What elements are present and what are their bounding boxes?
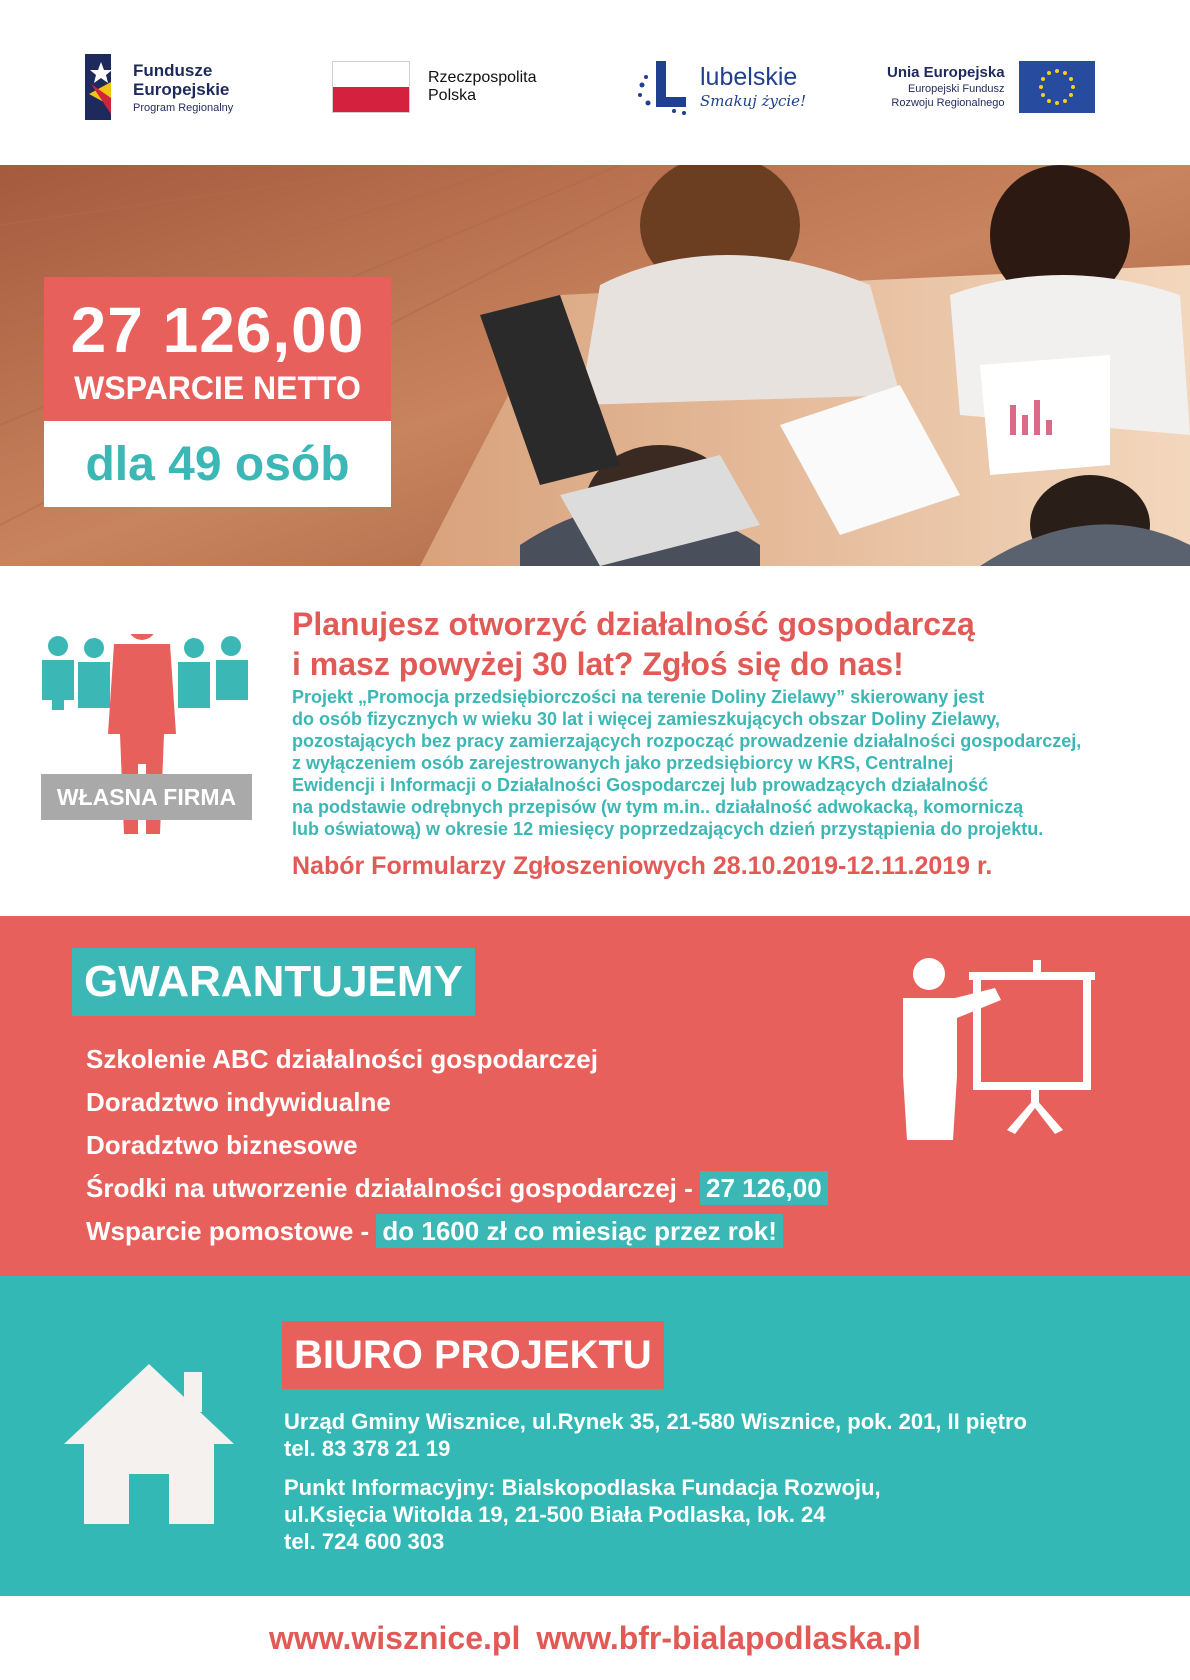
ue-line3: Rozwoju Regionalnego (891, 97, 1005, 109)
intro-section (0, 566, 1190, 916)
fe-line2: Europejskie (133, 79, 230, 99)
guarantee-title: GWARANTUJEMY (72, 948, 475, 1016)
ue-line1: Unia Europejska (887, 64, 1005, 81)
polish-flag-icon (332, 61, 410, 113)
intro-headline-line2: i masz powyżej 30 lat? Zgłoś się do nas! (292, 646, 904, 682)
intro-line: z wyłączeniem osób zarejestrowanych jako przedsiębiorcy w KRS, Centralnej (292, 753, 954, 773)
fe-star-icon (85, 54, 123, 120)
lubelskie-slogan: Smakuj życie! (700, 92, 807, 110)
intro-headline (292, 604, 1172, 684)
rzeczpospolita-logo (332, 52, 537, 122)
unia-europejska-logo (887, 52, 1095, 122)
intro-headline-line1: Planujesz otworzyć działalność gospodarczą (292, 606, 975, 642)
fe-line3: Program Regionalny (133, 101, 234, 114)
guarantee-item: Środki na utworzenie działalności gospodarczej - 27 126,00 (86, 1167, 906, 1210)
info-point-address-a: Punkt Informacyjny: Bialskopodlaska Fundacja Rozwoju, (284, 1475, 881, 1500)
wlasna-firma-badge: WŁASNA FIRMA (41, 774, 252, 820)
info-point-address-b: ul.Księcia Witolda 19, 21-500 Biała Podlaska, lok. 24 (284, 1502, 826, 1527)
hero-callout (44, 277, 391, 507)
logo-bar (0, 0, 1190, 165)
intro-line: lub oświatową) w okresie 12 miesięcy poprzedzających dzień przystąpienia do projektu. (292, 819, 1044, 839)
intro-line: do osób fizycznych w wieku 30 lat i więcej zamieszkujących obszar Doliny Zielawy, (292, 709, 1000, 729)
lubelskie-logo (634, 52, 806, 122)
intro-line: Projekt „Promocja przedsiębiorczości na terenie Doliny Zielawy” skierowany jest (292, 687, 985, 707)
guarantee-item: Doradztwo indywidualne (86, 1087, 391, 1117)
project-office-title: BIURO PROJEKTU (282, 1321, 664, 1389)
project-office-section (0, 1276, 1190, 1596)
hero-amount: 27 126,00 (70, 294, 365, 366)
lubelskie-name: lubelskie (700, 63, 798, 91)
intro-description (292, 686, 1172, 840)
intro-line: pozostających bez pracy zamierzających rozpocząć prowadzenie działalności gospodarczej, (292, 731, 1082, 751)
fe-line1: Fundusze (133, 60, 213, 80)
guarantee-item: Szkolenie ABC działalności gospodarczej (86, 1044, 598, 1074)
intro-line: Ewidencji i Informacji o Działalności Gospodarczej lub prowadzących działalność (292, 775, 989, 795)
guarantee-highlight: 27 126,00 (700, 1171, 828, 1205)
info-point-phone: tel. 724 600 303 (284, 1529, 445, 1554)
rp-line2: Polska (428, 87, 477, 104)
guarantee-item: Wsparcie pomostowe - do 1600 zł co miesiąc przez rok! (86, 1210, 906, 1253)
office-address-1: Urząd Gminy Wisznice, ul.Rynek 35, 21-580 Wisznice, pok. 201, II piętro (284, 1409, 1027, 1434)
lubelskie-l-icon (634, 57, 694, 117)
recruitment-dates: Nabór Formularzy Zgłoszeniowych 28.10.2019-12.11.2019 r. (292, 852, 993, 880)
guarantee-highlight: do 1600 zł co miesiąc przez rok! (376, 1214, 783, 1248)
guarantee-section (0, 916, 1190, 1276)
guarantee-list (86, 1038, 906, 1253)
guarantee-item: Doradztwo biznesowe (86, 1130, 358, 1160)
office-phone-1: tel. 83 378 21 19 (284, 1436, 451, 1461)
presenter-board-icon (895, 958, 1115, 1140)
house-icon (64, 1354, 234, 1524)
fundusze-europejskie-logo (85, 52, 233, 122)
hero-label: WSPARCIE NETTO (74, 370, 361, 406)
eu-flag-icon (1019, 61, 1095, 113)
intro-line: na podstawie odrębnych przepisów (w tym m.in.. działalność adwokacką, komorniczą (292, 797, 1024, 817)
website-link-wisznice[interactable]: www.wisznice.pl (269, 1619, 521, 1656)
rp-line1: Rzeczpospolita (428, 69, 537, 86)
footer (0, 1596, 1190, 1680)
ue-line2: Europejski Fundusz (907, 83, 1005, 95)
hero-banner (0, 165, 1190, 566)
hero-persons: dla 49 osób (85, 437, 350, 491)
website-link-bfr[interactable]: www.bfr-bialapodlaska.pl (536, 1619, 921, 1656)
